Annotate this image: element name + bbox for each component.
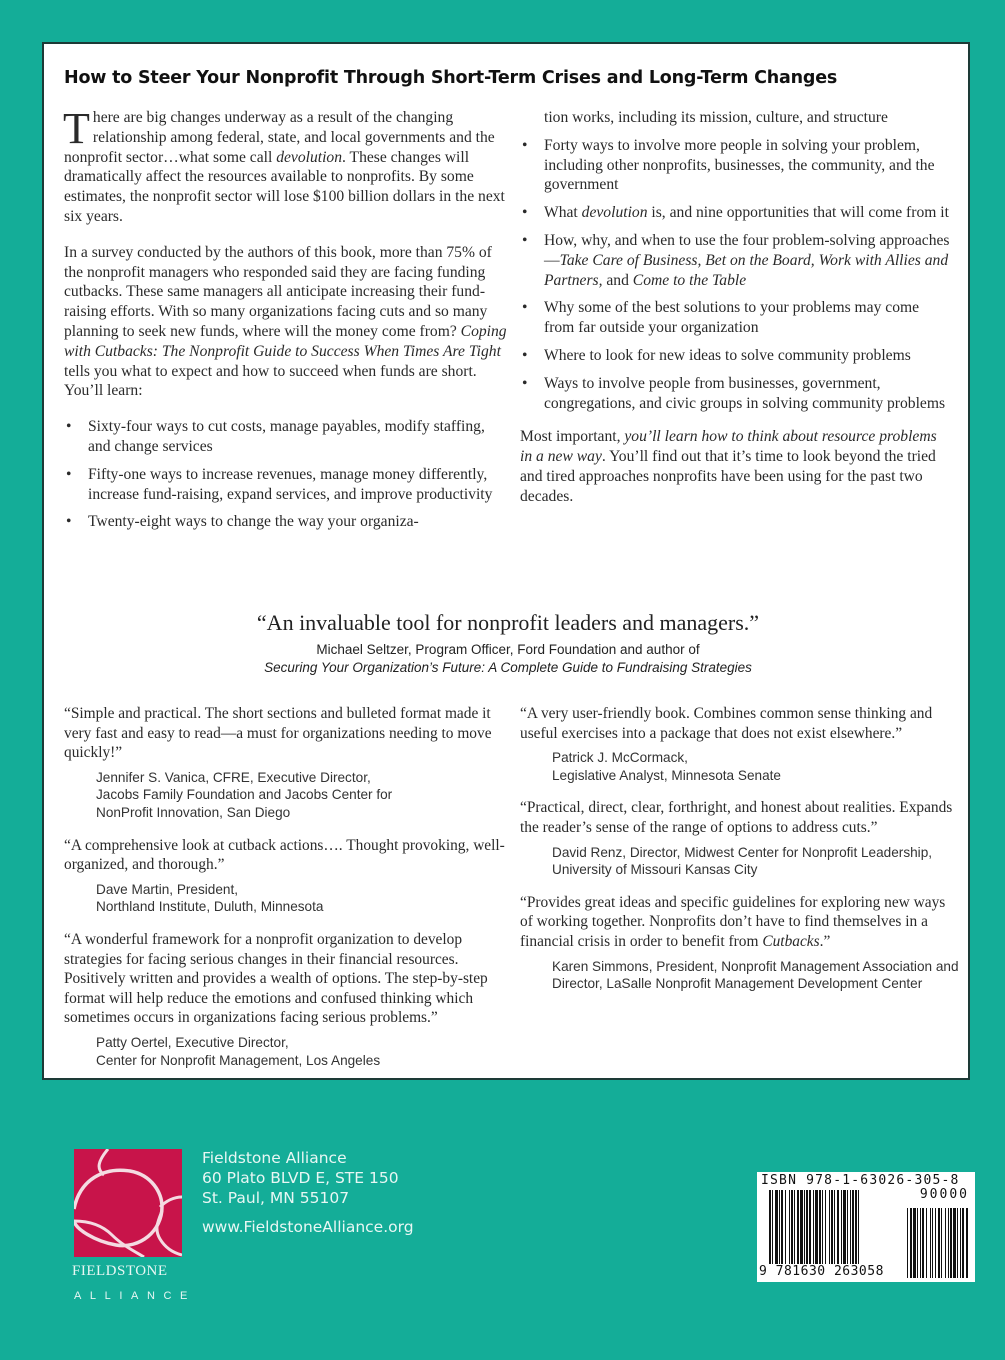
barcode-bar	[847, 1190, 848, 1266]
barcode-bar	[841, 1190, 842, 1266]
publisher-address-2: St. Paul, MN 55107	[202, 1189, 350, 1207]
featured-book-title: Securing Your Organization’s Future: A Complete Guide to Fundraising Strategies	[264, 660, 752, 675]
barcode-bar	[815, 1190, 818, 1266]
barcode-bar	[775, 1190, 778, 1266]
addon-bar	[932, 1208, 933, 1278]
list-item: • Where to look for new ideas to solve community problems	[522, 346, 911, 364]
barcode-bar	[797, 1190, 799, 1266]
barcode-bar	[772, 1190, 773, 1266]
testimonial-attribution: Dave Martin, President, Northland Institute, Duluth, Minnesota	[96, 881, 324, 915]
ean-number: 9 781630 263058	[759, 1264, 884, 1279]
addon-bar	[935, 1208, 936, 1278]
fieldstone-logo-icon	[74, 1149, 182, 1257]
testimonial-quote: “A very user-friendly book. Combines common sense thinking and useful exercises into a package that does not exist elsewhere.”	[520, 705, 933, 742]
addon-bar	[917, 1208, 918, 1278]
addon-bar	[930, 1208, 931, 1278]
barcode-bar	[769, 1190, 771, 1266]
barcode-bar	[779, 1190, 780, 1266]
barcode-bar	[813, 1190, 814, 1266]
testimonial-quote: “Simple and practical. The short sections and bulleted format made it very fast and easy to read—a must for organizations needing to move quickly!”	[64, 705, 492, 762]
left-column	[63, 104, 510, 540]
barcode-bar	[791, 1190, 793, 1266]
addon-bar	[945, 1208, 946, 1278]
list-item: • Twenty-eight ways to change the way your organiza-	[66, 513, 419, 531]
barcode-bar	[850, 1190, 851, 1266]
testimonial-attribution: Jennifer S. Vanica, CFRE, Executive Director, Jacobs Family Foundation and Jacobs Center for NonProfit Innovation, San Diego	[96, 769, 393, 820]
logo-wordmark: FIELDSTONE	[72, 1263, 168, 1279]
featured-attribution: Michael Seltzer, Program Officer, Ford Foundation and author of Securing Your Organization’s Future: A Complete Guide to Fundraising Strategies	[44, 641, 972, 677]
bullet-icon: •	[66, 418, 72, 436]
addon-bar	[962, 1208, 964, 1278]
addon-bar	[966, 1208, 968, 1278]
addon-bar	[948, 1208, 949, 1278]
testimonial-attribution: Patty Oertel, Executive Director, Center for Nonprofit Management, Los Angeles	[96, 1034, 381, 1068]
addon-bar	[913, 1208, 916, 1278]
right-column	[520, 108, 950, 523]
testimonial	[520, 798, 960, 878]
testimonial	[520, 704, 960, 784]
back-cover-panel	[42, 42, 970, 1080]
barcode-bar	[804, 1190, 805, 1266]
barcode-bar	[829, 1190, 830, 1266]
addon-bar	[957, 1208, 958, 1278]
testimonial-attribution: David Renz, Director, Midwest Center for Nonprofit Leadership, University of Missouri Kansas City	[552, 844, 933, 878]
list-item: • How, why, and when to use the four problem-solving approaches—Take Care of Business, Bet on the Board, Work with Allies and Partners, and Come to the Table	[522, 231, 950, 289]
addon-bar	[960, 1208, 961, 1278]
addon-bar	[926, 1208, 927, 1278]
list-item-continuation: tion works, including its mission, culture, and structure	[544, 109, 888, 126]
testimonial-quote: “Provides great ideas and specific guidelines for exploring new ways of working together. Nonprofits don’t have to find themselves in a financial crisis in order to benefit from Cutbacks.”	[520, 893, 946, 950]
addon-bar	[910, 1208, 912, 1278]
testimonial	[64, 836, 514, 916]
list-item: • Sixty-four ways to cut costs, manage payables, modify staffing, and change services	[66, 418, 485, 455]
barcode-bar	[800, 1190, 803, 1266]
barcode-bar	[794, 1190, 795, 1266]
publisher-name: Fieldstone Alliance	[202, 1149, 347, 1167]
addon-bar	[920, 1208, 921, 1278]
list-item: • What devolution is, and nine opportunities that will come from it	[522, 204, 949, 222]
bullet-icon: •	[522, 346, 528, 364]
featured-quote: “An invaluable tool for nonprofit leaders and managers.”	[256, 610, 760, 635]
list-item: • Ways to involve people from businesses, government, congregations, and civic groups in solving community problems	[522, 374, 946, 412]
bullet-icon: •	[66, 513, 72, 531]
learn-list-left	[64, 417, 510, 532]
bullet-icon: •	[522, 231, 528, 249]
testimonial	[520, 893, 960, 993]
addon-bar	[907, 1208, 908, 1278]
barcode-bar	[843, 1190, 846, 1266]
testimonial-quote: “A wonderful framework for a nonprofit organization to develop strategies for facing serious changes in their financial resources. Positively written and provides a wealth of options. The step-by-step format will help reduce the emotions and confused thinking which sometimes occurs in organizations facing serious problems.”	[64, 930, 488, 1027]
bullet-icon: •	[522, 136, 528, 154]
barcode-bar	[834, 1190, 835, 1266]
testimonial-attribution: Karen Simmons, President, Nonprofit Management Association and Director, LaSalle Nonprofit Management Development Center	[552, 958, 959, 992]
logo-subtitle: ALLIANCE	[74, 1290, 196, 1302]
barcode-bar	[789, 1190, 790, 1266]
closing-paragraph: Most important, you’ll learn how to think about resource problems in a new way. You’ll find out that it’s time to look beyond the tried and tired approaches nonprofits have been using for the past two decades.	[520, 428, 937, 505]
testimonial-attribution: Patrick J. McCormack, Legislative Analyst, Minnesota Senate	[552, 750, 781, 783]
barcode-bar	[852, 1190, 854, 1266]
headline: How to Steer Your Nonprofit Through Short-Term Crises and Long-Term Changes	[64, 68, 838, 88]
addon-bar	[953, 1208, 956, 1278]
addon-bar	[941, 1208, 942, 1278]
addon-bar	[950, 1208, 952, 1278]
barcode-bar	[819, 1190, 821, 1266]
barcode-bar	[825, 1190, 826, 1266]
isbn-barcode	[757, 1172, 975, 1282]
publisher-info	[202, 1148, 414, 1237]
testimonials-right	[520, 704, 960, 1007]
bullet-icon: •	[66, 465, 72, 483]
barcode-bar	[837, 1190, 839, 1266]
barcode-bar	[781, 1190, 783, 1266]
barcode-bar	[858, 1190, 859, 1266]
testimonial	[64, 704, 514, 822]
list-item: • Why some of the best solutions to your problems may come from far outside your organization	[522, 299, 920, 337]
testimonial-quote: “A comprehensive look at cutback actions…. Thought provoking, well-organized, and thorough.”	[64, 836, 505, 874]
barcode-bar	[822, 1190, 823, 1266]
list-item: • Forty ways to involve more people in solving your problem, including other nonprofits, businesses, the community, and the government	[522, 136, 935, 194]
drop-cap: T	[63, 104, 90, 153]
bullet-icon: •	[522, 204, 528, 222]
testimonial-quote: “Practical, direct, clear, forthright, and honest about realities. Expands the reader’s sense of the range of options to address cuts.”	[520, 799, 953, 836]
publisher-website-link[interactable]: www.FieldstoneAlliance.org	[202, 1218, 414, 1236]
barcode-bar	[806, 1190, 808, 1266]
bullet-icon: •	[522, 299, 528, 317]
barcode-addon-number: 90000	[919, 1187, 969, 1202]
learn-list-right	[520, 136, 950, 414]
barcode-bar	[809, 1190, 811, 1266]
testimonial	[64, 930, 514, 1069]
isbn-number: ISBN 978-1-63026-305-8	[761, 1173, 960, 1188]
barcode-bar	[855, 1190, 857, 1266]
intro-paragraph-1: There are big changes underway as a result of the changing relationship among federal, state, and local governments and the nonprofit sector…what some call devolution. These changes will dramatically affect the resources available to nonprofits. By some estimates, the nonprofit sector will lose $100 billion dollars in the next six years.	[63, 104, 505, 225]
bullet-icon: •	[522, 374, 528, 392]
intro-paragraph-2: In a survey conducted by the authors of this book, more than 75% of the nonprofit managers who responded said they are facing funding cutbacks. These same managers all anticipate increasing their fund-raising efforts. With so many organizations facing cuts and so many planning to seek new funds, where will the money come from? Coping with Cutbacks: The Nonprofit Guide to Success When Times Are Tight tells you what to expect and how to succeed when funds are short. You’ll learn:	[64, 243, 507, 400]
testimonials-left	[64, 704, 514, 1083]
book-title: Coping with Cutbacks: The Nonprofit Guide to Success When Times Are Tight	[64, 322, 507, 360]
list-item: • Fifty-one ways to increase revenues, manage money differently, increase fund-raising, expand services, and improve productivity	[66, 465, 493, 503]
addon-bar	[938, 1208, 940, 1278]
barcode-bar	[785, 1190, 786, 1266]
addon-bar	[922, 1208, 924, 1278]
barcode-bar	[831, 1190, 833, 1266]
publisher-address-1: 60 Plato BLVD E, STE 150	[202, 1169, 399, 1187]
